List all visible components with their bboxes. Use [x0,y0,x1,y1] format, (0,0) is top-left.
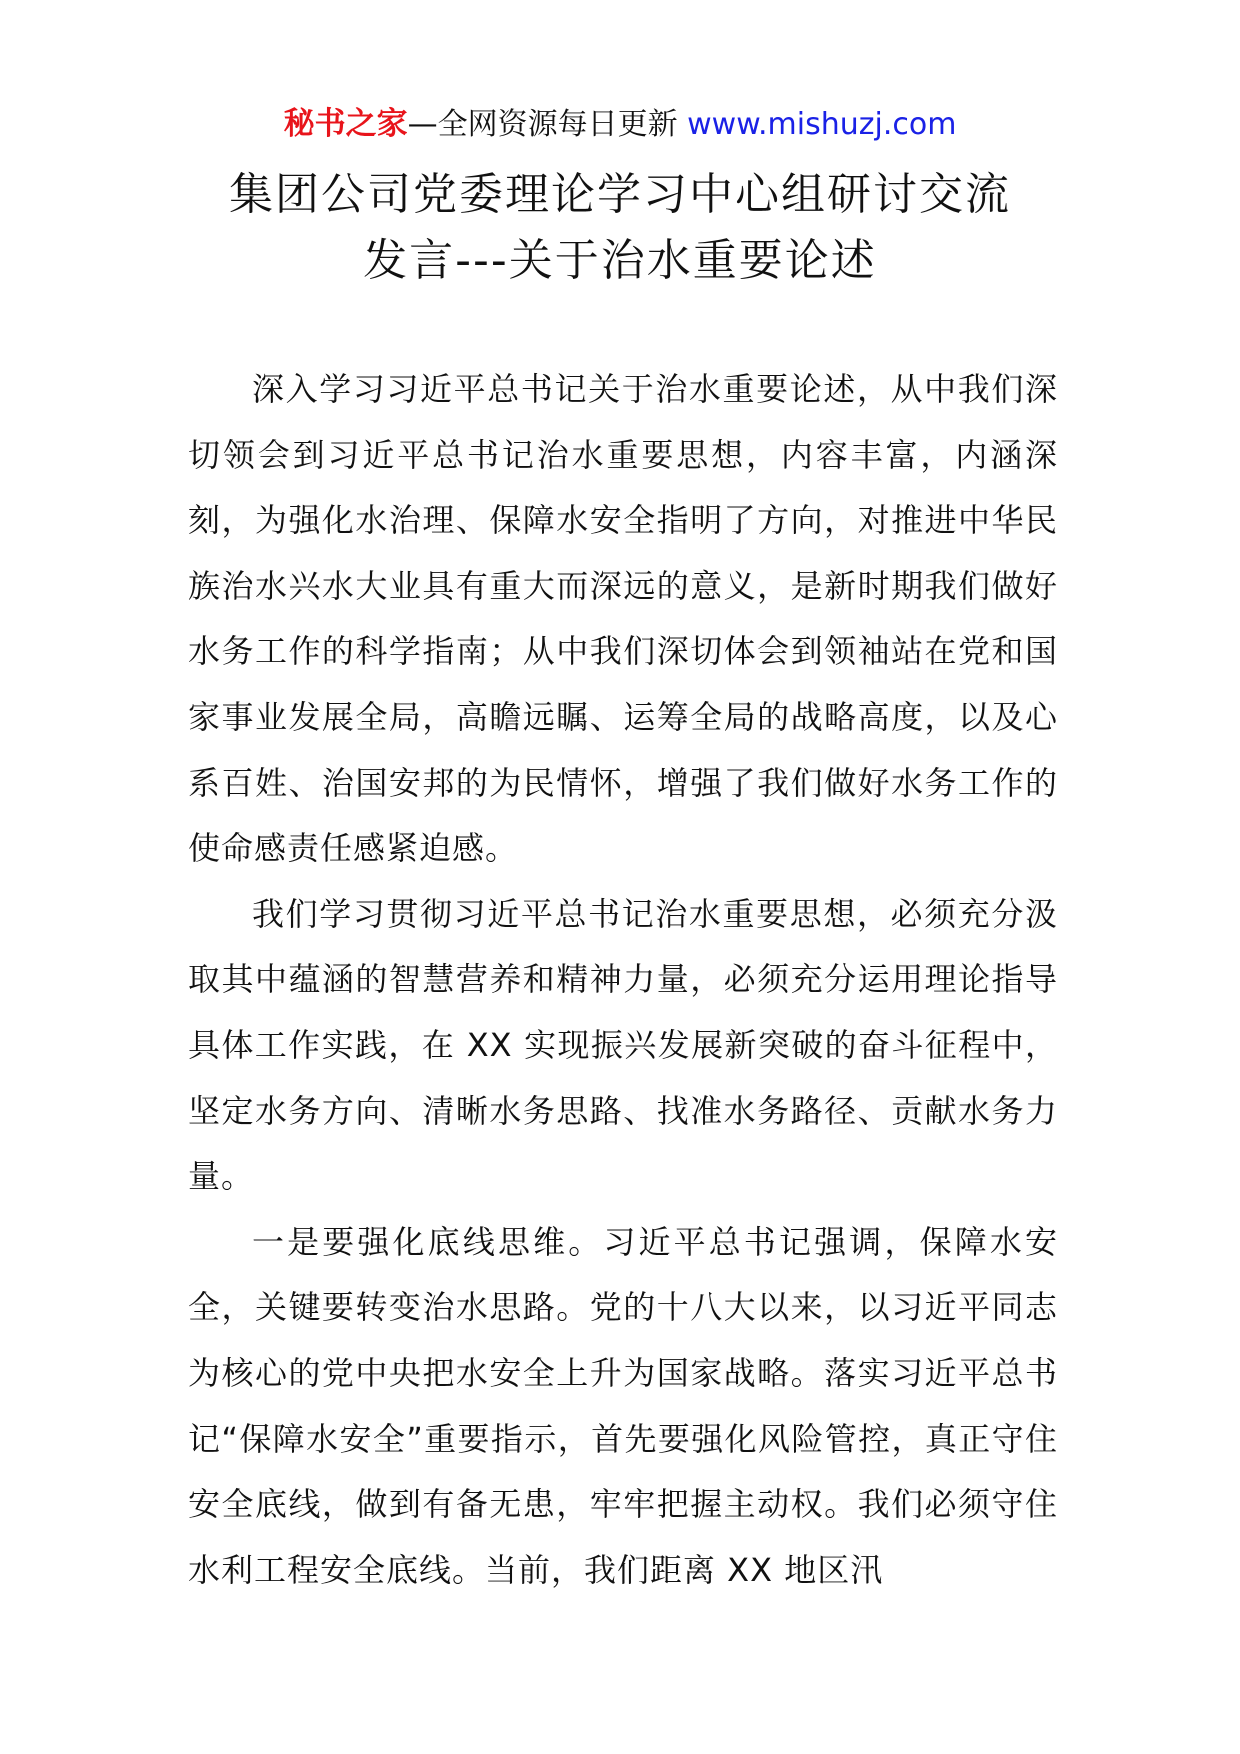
paragraph-3: 一是要强化底线思维。习近平总书记强调，保障水安全，关键要转变治水思路。党的十八大以来，以习近平同志为核心的党中央把水安全上升为国家战略。落实习近平总书记“保障水安全”重要指示，首先要强化风险管控，真正守住安全底线，做到有备无患，牢牢把握主动权。我们必须守住水利工程安全底线。当前，我们距离 XX 地区汛 [188,1222,1058,1589]
paragraph-1: 深入学习习近平总书记关于治水重要论述，从中我们深切领会到习近平总书记治水重要思想，内容丰富，内涵深刻，为强化水治理、保障水安全指明了方向，对推进中华民族治水兴水大业具有重大而深远的意义，是新时期我们做好水务工作的科学指南；从中我们深切体会到领袖站在党和国家事业发展全局，高瞻远瞩、运筹全局的战略高度，以及心系百姓、治国安邦的为民情怀，增强了我们做好水务工作的使命感责任感紧迫感。 [188,370,1058,868]
title-line-1: 集团公司党委理论学习中心组研讨交流 [229,169,1011,220]
site-url-link[interactable]: www.mishuzj.com [687,107,957,142]
paragraph-2: 我们学习贯彻习近平总书记治水重要思想，必须充分汲取其中蕴涵的智慧营养和精神力量，必须充分运用理论指导具体工作实践，在 XX 实现振兴发展新突破的奋斗征程中，坚定水务方向、清晰水务思路、找准水务路径、贡献水务力量。 [188,894,1058,1196]
title-line-2: 发言---关于治水重要论述 [363,235,877,286]
document-body [188,357,1058,1603]
document-title [0,162,1240,294]
watermark-header [0,102,1240,147]
brand-slogan: —全网资源每日更新 [407,107,678,142]
brand-name: 秘书之家 [283,106,408,142]
